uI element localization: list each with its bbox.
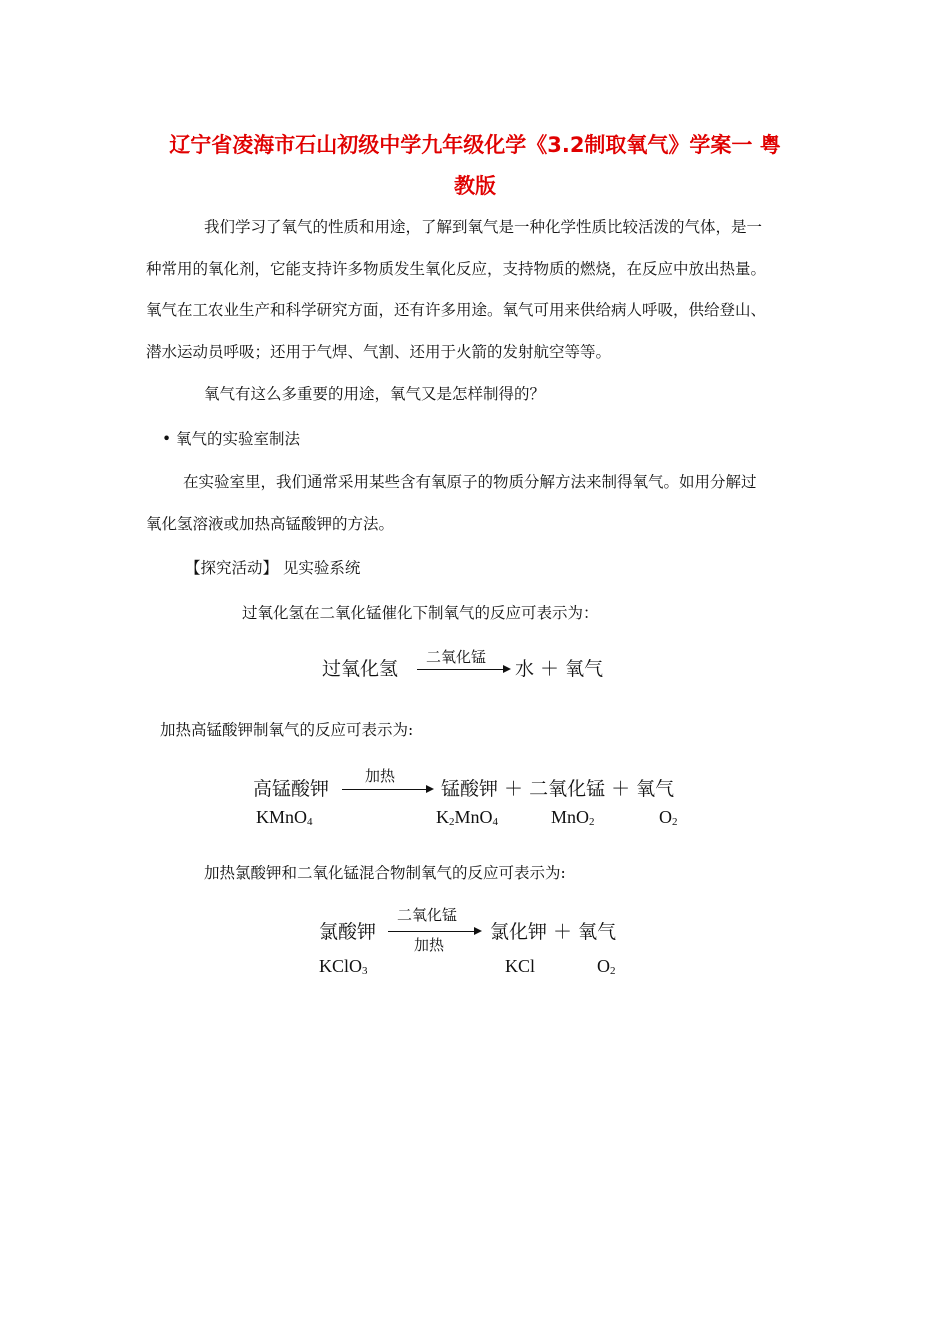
section-line-1: 在实验室里，我们通常采用某些含有氧原子的物质分解方法来制得氧气。如用分解过 [183, 473, 757, 491]
intro-question: 氧气有这么多重要的用途，氧气又是怎样制得的？ [204, 385, 546, 403]
formula-kmno4: KMnO$_4$ [256, 807, 313, 828]
reaction-1-description: 过氧化氢在二氧化锰催化下制氧气的反应可表示为： [242, 604, 599, 622]
reaction-2-reactant: 高锰酸钾 [253, 778, 330, 800]
intro-line-2: 种常用的氧化剂，它能支持许多物质发生氧化反应，支持物质的燃烧，在反应中放出热量。 [146, 260, 767, 278]
intro-line-1: 我们学习了氧气的性质和用途，了解到氧气是一种化学性质比较活泼的气体，是一 [204, 218, 763, 236]
section-heading: 氧气的实验室制法 [176, 430, 301, 448]
formula-kcl: KCl [505, 956, 536, 976]
intro-line-4: 潜水运动员呼吸；还用于气焊、气割、还用于火箭的发射航空等等。 [146, 343, 612, 361]
reaction-3-products: 氯化钾 ＋ 氧气 [490, 921, 617, 943]
section-bullet: • [162, 430, 172, 448]
reaction-3-arrow [388, 931, 480, 932]
reaction-1-products: 水 ＋ 氧气 [515, 658, 604, 680]
reaction-1-arrow [417, 669, 509, 670]
document-title-line-2: 教版 [454, 174, 496, 198]
section-line-2: 氧化氢溶液或加热高锰酸钾的方法。 [146, 515, 395, 533]
reaction-3-condition-top: 二氧化锰 [397, 906, 458, 924]
intro-line-3: 氧气在工农业生产和科学研究方面，还有许多用途。氧气可用来供给病人呼吸，供给登山、 [146, 301, 767, 319]
reaction-2-description: 加热高锰酸钾制氧气的反应可表示为: [160, 721, 414, 739]
reaction-3-condition-bottom: 加热 [414, 936, 445, 954]
document-title-line-1: 辽宁省凌海市石山初级中学九年级化学《3.2制取氧气》学案一 粤 [169, 133, 781, 157]
reaction-3-description: 加热氯酸钾和二氧化锰混合物制氧气的反应可表示为: [204, 864, 566, 882]
reaction-3-reactant: 氯酸钾 [319, 921, 377, 943]
reaction-2-arrow [342, 789, 432, 790]
activity-label: 【探究活动】 见实验系统 [185, 559, 361, 577]
formula-mno2: MnO$_2$ [551, 807, 595, 828]
reaction-1-condition: 二氧化锰 [426, 648, 487, 666]
formula-o2: $O_2$ [659, 807, 678, 828]
reaction-2-products: 锰酸钾 ＋ 二氧化锰 ＋ 氧气 [441, 778, 675, 800]
formula-kclo3: KClO$_3$ [319, 956, 368, 977]
formula-o2-2: $O_2$ [597, 956, 616, 977]
reaction-1-reactant: 过氧化氢 [322, 658, 399, 680]
formula-k2mno4: $K_2MnO_4$ [436, 807, 499, 828]
reaction-2-condition: 加热 [365, 767, 396, 785]
